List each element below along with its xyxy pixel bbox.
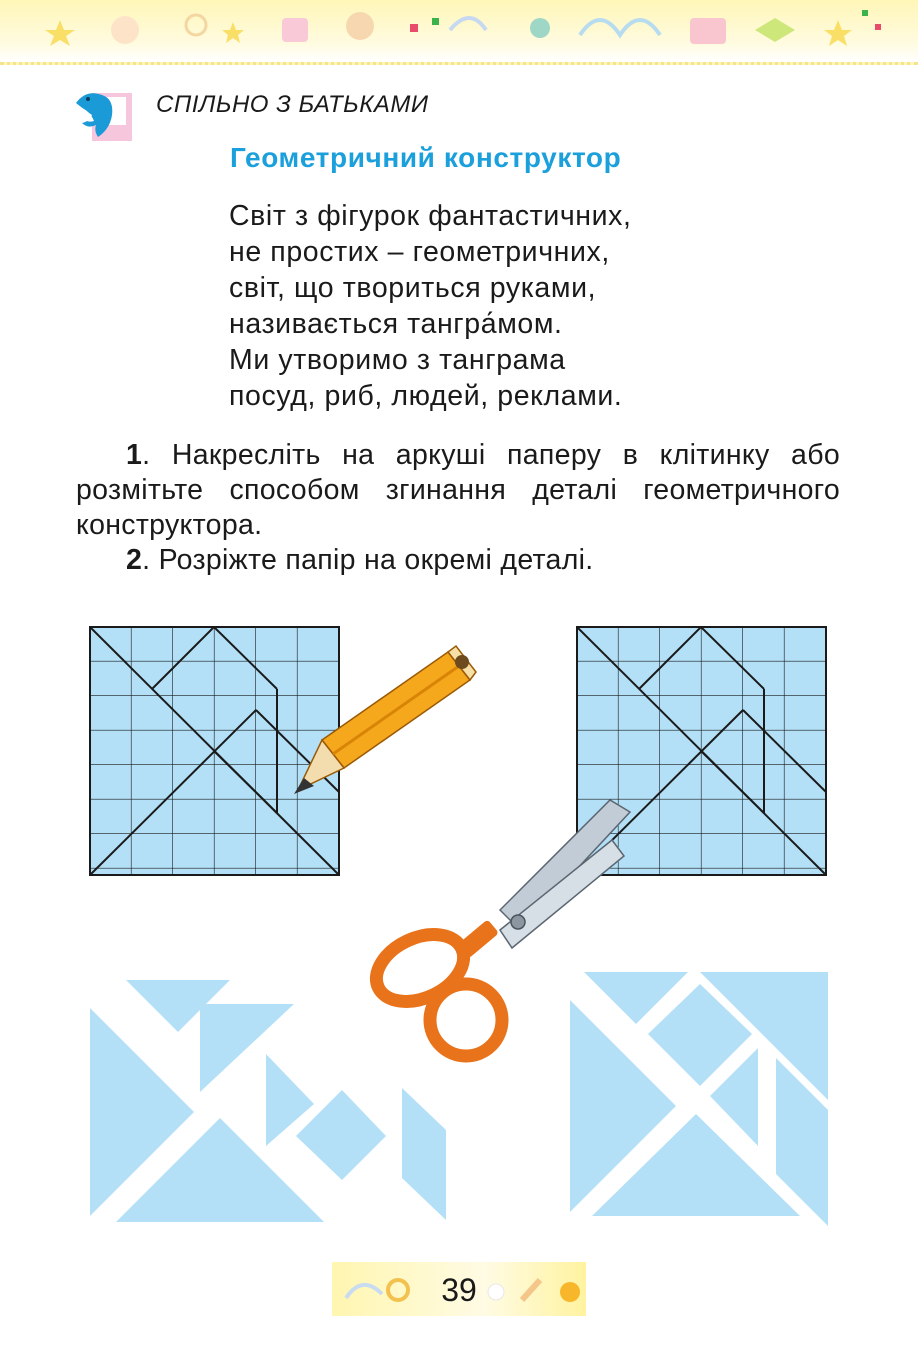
grid-square-left: [90, 627, 339, 875]
tangram-illustration: [0, 600, 918, 1240]
task-text: . Накресліть на аркуші паперу в клітинку або розмітьте способом згинання деталі геометричного конструктора.: [76, 439, 840, 541]
decorative-top-border: [0, 0, 918, 65]
poem-line: Ми утворимо з танграма: [229, 344, 566, 376]
task-2: [76, 543, 840, 578]
decorative-stars-icon: [0, 0, 918, 62]
poem: [229, 198, 632, 414]
task-list: [76, 438, 840, 578]
task-1: [76, 438, 840, 543]
task-number: 2: [126, 544, 143, 576]
poem-line: посуд, риб, людей, реклами.: [229, 380, 623, 412]
poem-line: Світ з фігурок фантастичних,: [229, 200, 632, 232]
scissors-icon: [366, 800, 630, 1056]
poem-line: називається тангра́мом.: [229, 308, 563, 340]
tangram-pieces-left: [90, 980, 446, 1222]
task-number: 1: [126, 439, 143, 471]
page-title: Геометричний конструктор: [230, 142, 622, 173]
poem-line: світ, що твориться руками,: [229, 272, 597, 304]
section-label: СПІЛЬНО З БАТЬКАМИ: [156, 91, 429, 118]
tangram-pieces-right: [570, 972, 828, 1226]
grid-square-right: [577, 627, 826, 875]
page-number-box: [332, 1262, 586, 1316]
section-header: [72, 82, 429, 146]
task-text: . Розріжте папір на окремі деталі.: [142, 544, 594, 576]
poem-line: не простих – геометричних,: [229, 236, 610, 268]
page-number: 39: [441, 1272, 477, 1308]
dolphin-icon: [72, 83, 134, 145]
